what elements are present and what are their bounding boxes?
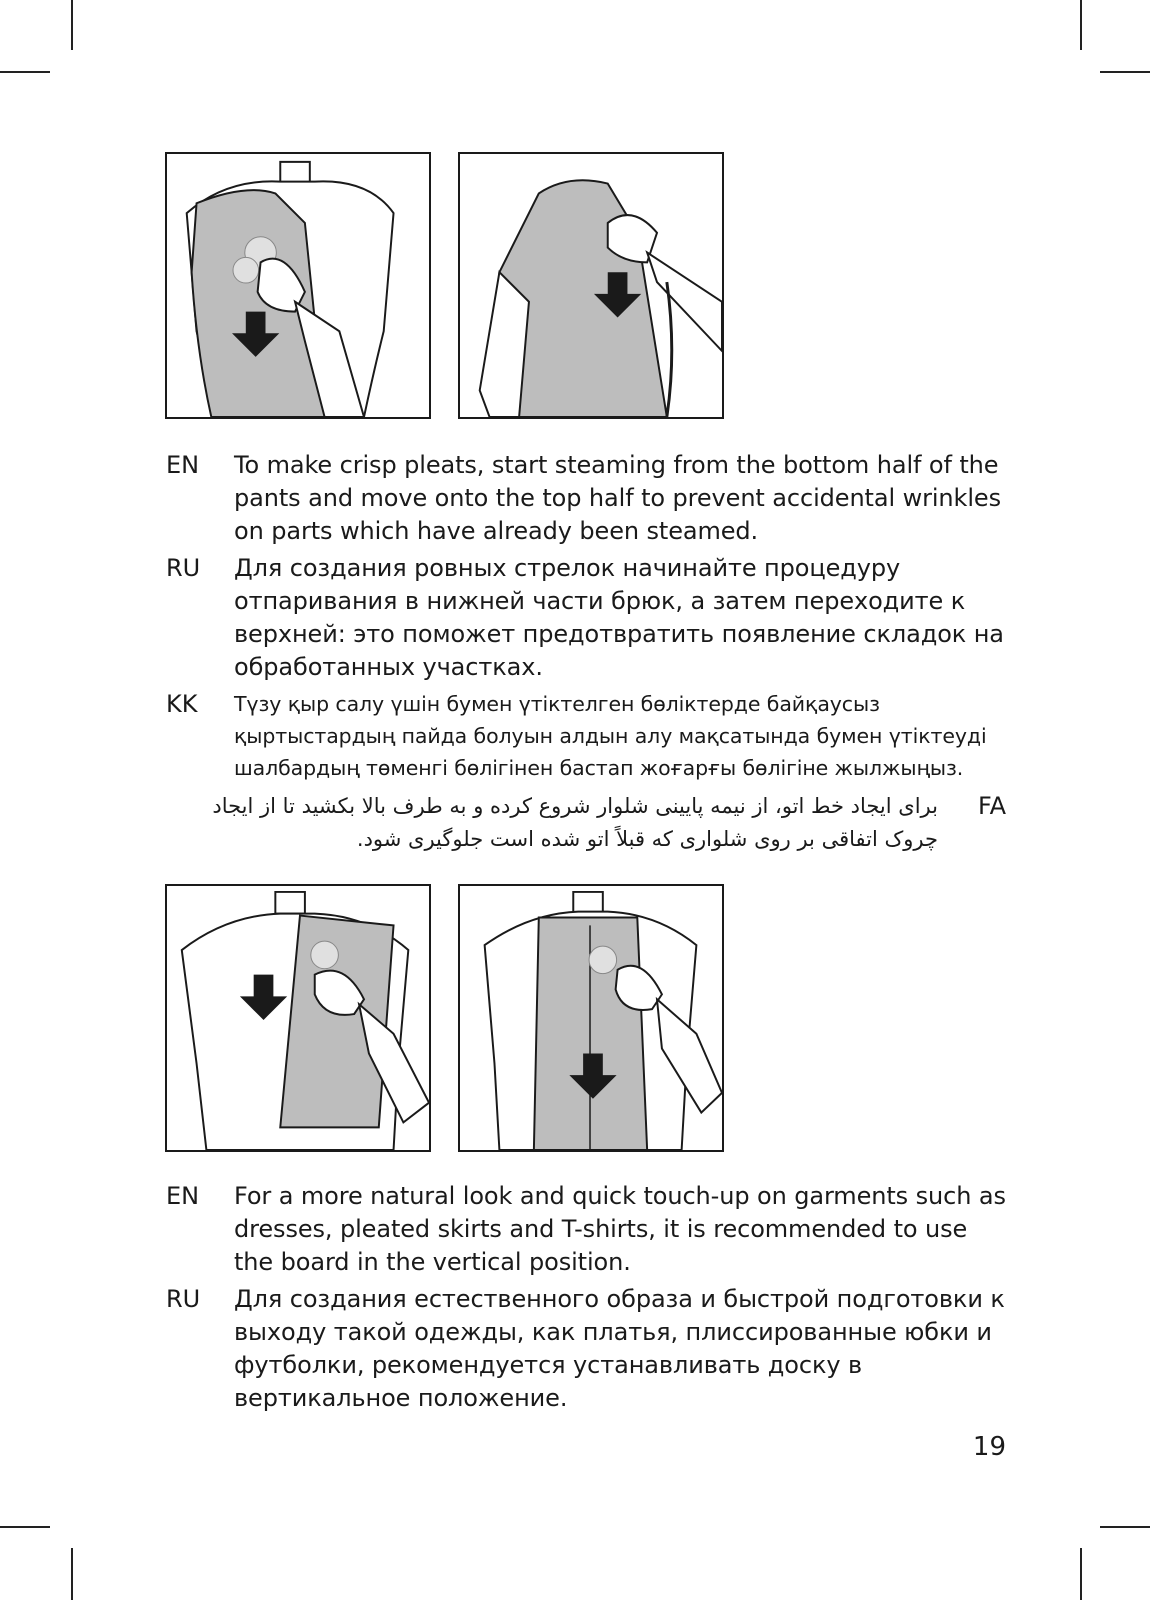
instruction-ru-1 bbox=[166, 552, 1006, 684]
crop-mark bbox=[0, 71, 50, 73]
crop-mark bbox=[71, 1548, 73, 1600]
crop-mark bbox=[71, 0, 73, 50]
instruction-fa-1 bbox=[166, 790, 1006, 856]
crop-mark bbox=[0, 1526, 50, 1528]
illustration-trousers-folded bbox=[165, 884, 431, 1152]
instruction-text: To make crisp pleats, start steaming from the bottom half of the pants and move onto the top half to prevent accidental wrinkles on parts which have already been steamed. bbox=[234, 451, 1001, 545]
instruction-kk-1 bbox=[166, 688, 1006, 784]
instruction-text: Для создания естественного образа и быстрой подготовки к выходу такой одежды, как платья, плиссированные юбки и футболки, рекомендуется устанавливать доску в вертикальное положение. bbox=[234, 1285, 1005, 1412]
instruction-text: برای ایجاد خط اتو، از نیمه پایینی شلوار شروع کرده و به طرف بالا بکشید تا از ایجاد چروک اتفاقی بر روی شلواری که قبلاً اتو شده است جلوگیری شود. bbox=[212, 794, 938, 851]
illustration-jacket-steaming bbox=[458, 152, 724, 419]
illustration-trousers-hanging bbox=[458, 884, 724, 1152]
language-code: FA bbox=[977, 792, 1006, 820]
crop-mark bbox=[1100, 71, 1150, 73]
instruction-en-2 bbox=[166, 1180, 1006, 1279]
instruction-text: Для создания ровных стрелок начинайте процедуру отпаривания в нижней части брюк, а затем переходите к верхней: это поможет предотвратить появление складок на обработанных участках. bbox=[234, 554, 1004, 681]
illustration-shirt-steaming bbox=[165, 152, 431, 419]
instruction-text: For a more natural look and quick touch-up on garments such as dresses, pleated skirts and T-shirts, it is recommended to use the board in the vertical position. bbox=[234, 1182, 1006, 1276]
language-code: RU bbox=[166, 554, 201, 582]
language-code: KK bbox=[166, 690, 198, 718]
instruction-text: Түзу қыр салу үшін бумен үтіктелген бөліктерде байқаусыз қыртыстардың пайда болуын алдын алу мақсатында бумен үтіктеуді шалбардың төменгі бөлігінен бастап жоғарғы бөлігіне жылжыңыз. bbox=[234, 692, 987, 780]
crop-mark bbox=[1080, 0, 1082, 50]
instruction-ru-2 bbox=[166, 1283, 1006, 1415]
crop-mark bbox=[1080, 1548, 1082, 1600]
page-number: 19 bbox=[972, 1432, 1006, 1462]
language-code: RU bbox=[166, 1285, 201, 1313]
language-code: EN bbox=[166, 451, 200, 479]
language-code: EN bbox=[166, 1182, 200, 1210]
instruction-en-1 bbox=[166, 449, 1006, 548]
crop-mark bbox=[1100, 1526, 1150, 1528]
